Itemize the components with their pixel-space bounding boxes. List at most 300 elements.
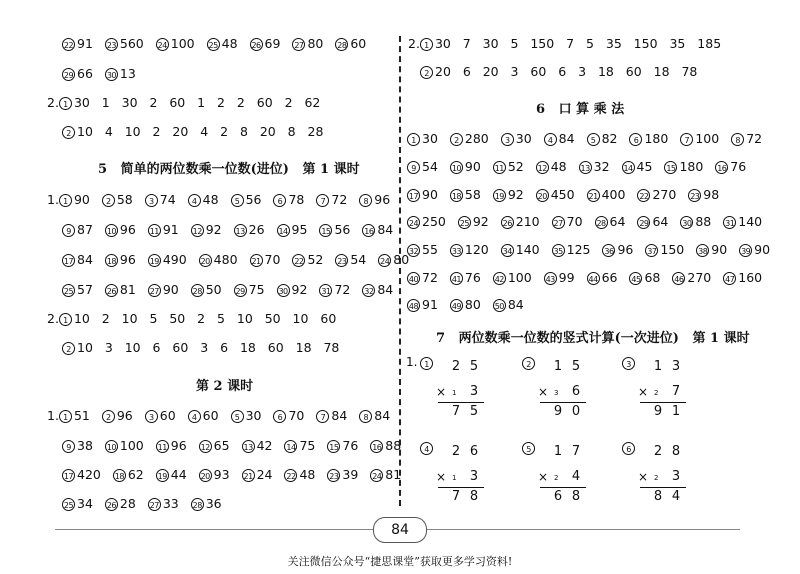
answer-item bbox=[536, 159, 567, 175]
answer-value: 68 bbox=[644, 270, 661, 285]
circled-number: 29 bbox=[637, 216, 650, 229]
answer-item bbox=[105, 66, 136, 82]
circled-number: 22 bbox=[637, 189, 650, 202]
circled-number: 11 bbox=[148, 224, 161, 237]
answer-item bbox=[335, 252, 366, 268]
circled-number: 43 bbox=[544, 272, 557, 285]
multiplicand-ones: 7 bbox=[571, 444, 581, 459]
circled-number: 34 bbox=[501, 244, 514, 257]
answer-value: 42 bbox=[256, 438, 273, 453]
answer-value: 62 bbox=[127, 467, 144, 482]
times-sign: × bbox=[538, 385, 549, 399]
circled-number: 21 bbox=[242, 469, 255, 482]
circled-number: 6 bbox=[629, 133, 642, 146]
answer-item bbox=[316, 408, 347, 424]
answer-item bbox=[407, 270, 438, 286]
section-5-title: 5 简单的两位数乘一位数(进位) 第 1 课时 bbox=[98, 162, 360, 177]
answer-value: 82 bbox=[601, 131, 618, 146]
answer-item bbox=[62, 36, 93, 52]
circled-number: 24 bbox=[156, 38, 169, 51]
answer-item bbox=[587, 187, 626, 203]
answer-value: 400 bbox=[601, 187, 626, 202]
circled-number: 5 bbox=[231, 410, 244, 423]
multiplicand-ones: 5 bbox=[469, 359, 479, 374]
result-line bbox=[540, 402, 586, 403]
answer-value: 13 bbox=[119, 66, 136, 81]
circled-number: 22 bbox=[62, 38, 75, 51]
answer-item bbox=[156, 36, 195, 52]
answer-value: 180 bbox=[644, 131, 669, 146]
circled-number: 41 bbox=[450, 272, 463, 285]
multiplication-problem bbox=[522, 355, 612, 419]
answer-item bbox=[148, 222, 179, 238]
question-number: 2. bbox=[408, 36, 420, 51]
answer-value: 270 bbox=[687, 270, 712, 285]
circled-number: 28 bbox=[191, 284, 204, 297]
answer-item bbox=[715, 159, 746, 175]
multiplier: 3 bbox=[469, 469, 479, 484]
answer-item bbox=[579, 159, 610, 175]
answer-item bbox=[148, 282, 179, 298]
answer-value: 48 bbox=[550, 159, 567, 174]
answer-value: 88 bbox=[385, 438, 402, 453]
answer-item bbox=[273, 192, 304, 208]
answer-value: 81 bbox=[119, 282, 136, 297]
multiplier: 7 bbox=[671, 384, 681, 399]
circled-number: 26 bbox=[105, 498, 118, 511]
answer-value: 120 bbox=[464, 242, 489, 257]
right-q2-row-2 bbox=[420, 64, 697, 80]
circled-number: 2 bbox=[102, 410, 115, 423]
circled-number: 30 bbox=[105, 68, 118, 81]
circled-number: 37 bbox=[645, 244, 658, 257]
answer-item bbox=[637, 187, 676, 203]
circled-number: 24 bbox=[378, 254, 391, 267]
answer-item bbox=[113, 467, 144, 483]
circled-number: 27 bbox=[552, 216, 565, 229]
answer-value: 96 bbox=[617, 242, 634, 257]
answer-value: 32 bbox=[593, 159, 610, 174]
answer-value: 48 bbox=[202, 192, 219, 207]
answer-item bbox=[199, 438, 230, 454]
answer-item bbox=[62, 66, 93, 82]
circled-number: 50 bbox=[493, 299, 506, 312]
circled-number: 42 bbox=[493, 272, 506, 285]
answer-item bbox=[156, 438, 187, 454]
answer-value: 560 bbox=[119, 36, 144, 51]
answer-item bbox=[292, 36, 323, 52]
question-number: 1. bbox=[406, 355, 418, 369]
product-tens: 6 bbox=[553, 489, 563, 504]
answer-item bbox=[102, 408, 133, 424]
answer-item bbox=[188, 192, 219, 208]
answer-value: 58 bbox=[464, 187, 481, 202]
answer-item bbox=[629, 131, 668, 147]
answer-value: 92 bbox=[291, 282, 308, 297]
answer-values: 20 6 20 3 60 6 3 18 60 18 78 bbox=[435, 64, 698, 79]
answer-item bbox=[145, 192, 176, 208]
answer-value: 36 bbox=[205, 496, 222, 511]
answer-value: 78 bbox=[288, 192, 305, 207]
answer-values: 10 3 10 6 60 3 6 18 60 18 78 bbox=[77, 340, 340, 355]
answer-value: 69 bbox=[264, 36, 281, 51]
answer-item bbox=[105, 252, 136, 268]
circled-number: 2 bbox=[62, 342, 75, 355]
answer-item bbox=[587, 270, 618, 286]
answer-item bbox=[629, 270, 660, 286]
circled-number: 26 bbox=[501, 216, 514, 229]
s5-q1-row-2 bbox=[62, 222, 405, 238]
answer-item bbox=[544, 131, 575, 147]
answer-value: 60 bbox=[202, 408, 219, 423]
circled-number: 23 bbox=[327, 469, 340, 482]
answer-item bbox=[552, 214, 583, 230]
product-tens: 7 bbox=[451, 489, 461, 504]
carry-digit: 1 bbox=[452, 389, 457, 397]
answer-item bbox=[188, 408, 219, 424]
answer-value: 50 bbox=[205, 282, 222, 297]
left-q2-row-2 bbox=[62, 124, 323, 140]
answer-value: 60 bbox=[159, 408, 176, 423]
answer-item bbox=[501, 131, 532, 147]
circled-number: 28 bbox=[595, 216, 608, 229]
answer-value: 66 bbox=[77, 66, 93, 81]
result-line bbox=[640, 402, 686, 403]
circled-number: 5 bbox=[231, 194, 244, 207]
answer-value: 65 bbox=[213, 438, 230, 453]
circled-number: 21 bbox=[250, 254, 263, 267]
answer-value: 96 bbox=[119, 222, 136, 237]
answer-item bbox=[680, 214, 711, 230]
answer-item bbox=[62, 496, 93, 512]
circled-number: 1 bbox=[407, 133, 420, 146]
circled-number: 6 bbox=[273, 410, 286, 423]
times-sign: × bbox=[638, 385, 649, 399]
answer-value: 100 bbox=[695, 131, 720, 146]
answer-value: 84 bbox=[374, 408, 391, 423]
answer-value: 34 bbox=[77, 496, 93, 511]
circled-number: 20 bbox=[199, 254, 212, 267]
answer-value: 87 bbox=[77, 222, 93, 237]
question-number: 1. bbox=[47, 192, 59, 207]
answer-value: 96 bbox=[119, 252, 136, 267]
circled-number: 22 bbox=[284, 469, 297, 482]
l2-q1-row-3 bbox=[62, 467, 413, 483]
answer-item bbox=[316, 192, 347, 208]
circled-number: 12 bbox=[191, 224, 204, 237]
circled-number: 16 bbox=[370, 440, 383, 453]
answer-value: 54 bbox=[350, 252, 367, 267]
answer-item bbox=[407, 242, 438, 258]
answer-value: 92 bbox=[205, 222, 222, 237]
answer-item bbox=[62, 252, 93, 268]
answer-value: 75 bbox=[248, 282, 265, 297]
answer-value: 90 bbox=[754, 242, 771, 257]
circled-number: 49 bbox=[450, 299, 463, 312]
answer-item bbox=[739, 242, 770, 258]
circled-number: 9 bbox=[62, 224, 75, 237]
answer-item bbox=[680, 131, 719, 147]
answer-value: 140 bbox=[515, 242, 540, 257]
answer-value: 160 bbox=[738, 270, 763, 285]
answer-item bbox=[327, 467, 358, 483]
column-divider bbox=[399, 36, 401, 506]
answer-item bbox=[544, 270, 575, 286]
multiplication-problem bbox=[622, 355, 712, 419]
answer-item bbox=[696, 242, 727, 258]
circled-number: 11 bbox=[493, 161, 506, 174]
question-number: 2. bbox=[47, 95, 59, 110]
answer-value: 76 bbox=[730, 159, 747, 174]
multiplicand-ones: 5 bbox=[571, 359, 581, 374]
circled-number: 18 bbox=[450, 189, 463, 202]
answer-item bbox=[672, 270, 711, 286]
s5-q2-row-1 bbox=[47, 311, 336, 327]
answer-value: 100 bbox=[119, 438, 144, 453]
answer-item bbox=[622, 159, 653, 175]
answer-item bbox=[723, 270, 762, 286]
answer-item bbox=[207, 36, 238, 52]
circled-number: 27 bbox=[292, 38, 305, 51]
answer-value: 80 bbox=[307, 36, 324, 51]
s5-q1-row-1 bbox=[47, 192, 402, 208]
circled-number: 25 bbox=[207, 38, 220, 51]
answer-item bbox=[359, 192, 390, 208]
answer-item bbox=[145, 408, 176, 424]
answer-item bbox=[199, 252, 238, 268]
s5-q1-row-3 bbox=[62, 252, 421, 268]
answer-item bbox=[105, 222, 136, 238]
answer-item bbox=[645, 242, 684, 258]
circled-number: 2 bbox=[450, 133, 463, 146]
circled-number: 44 bbox=[587, 272, 600, 285]
circled-number: 1 bbox=[420, 357, 433, 370]
answer-item bbox=[250, 36, 281, 52]
circled-number: 5 bbox=[587, 133, 600, 146]
answer-value: 75 bbox=[299, 438, 316, 453]
circled-number: 20 bbox=[199, 469, 212, 482]
answer-item bbox=[148, 252, 187, 268]
answer-value: 96 bbox=[374, 192, 391, 207]
answer-value: 74 bbox=[159, 192, 176, 207]
circled-number: 6 bbox=[622, 442, 635, 455]
answer-value: 88 bbox=[695, 214, 712, 229]
answer-value: 84 bbox=[77, 252, 93, 267]
circled-number: 32 bbox=[407, 244, 420, 257]
section-7-title: 7 两位数乘一位数的竖式计算(一次进位) 第 1 课时 bbox=[436, 331, 750, 346]
multiplication-problem bbox=[420, 440, 510, 504]
result-line bbox=[540, 487, 586, 488]
carry-digit: 2 bbox=[654, 474, 659, 482]
answer-item bbox=[458, 214, 489, 230]
answer-item bbox=[277, 282, 308, 298]
circled-number: 47 bbox=[723, 272, 736, 285]
circled-number: 4 bbox=[188, 410, 201, 423]
circled-number: 3 bbox=[622, 357, 635, 370]
circled-number: 30 bbox=[277, 284, 290, 297]
l2-q1-row-2 bbox=[62, 438, 413, 454]
answer-value: 24 bbox=[256, 467, 273, 482]
answer-values: 30 7 30 5 150 7 5 35 150 35 185 bbox=[434, 36, 722, 51]
answer-value: 72 bbox=[334, 282, 351, 297]
multiplier: 6 bbox=[571, 384, 581, 399]
circled-number: 7 bbox=[316, 194, 329, 207]
answer-item bbox=[587, 131, 618, 147]
answer-value: 210 bbox=[515, 214, 540, 229]
answer-value: 91 bbox=[422, 297, 438, 312]
circled-number: 1 bbox=[59, 313, 72, 326]
answer-value: 72 bbox=[422, 270, 438, 285]
carry-digit: 1 bbox=[452, 474, 457, 482]
carry-digit: 2 bbox=[554, 474, 559, 482]
answer-value: 33 bbox=[162, 496, 179, 511]
answer-item bbox=[688, 187, 719, 203]
answer-item bbox=[450, 159, 481, 175]
circled-number: 14 bbox=[622, 161, 635, 174]
left-row-2 bbox=[62, 66, 148, 82]
carry-digit: 2 bbox=[654, 389, 659, 397]
circled-number: 6 bbox=[273, 194, 286, 207]
answer-value: 38 bbox=[77, 438, 93, 453]
answer-value: 92 bbox=[507, 187, 524, 202]
answer-value: 96 bbox=[170, 438, 187, 453]
result-line bbox=[438, 487, 484, 488]
answer-item bbox=[62, 438, 93, 454]
s5-q1-row-4 bbox=[62, 282, 405, 298]
multiplicand-ones: 8 bbox=[671, 444, 681, 459]
answer-item bbox=[284, 438, 315, 454]
answer-value: 150 bbox=[660, 242, 685, 257]
answer-item bbox=[362, 222, 393, 238]
result-line bbox=[640, 487, 686, 488]
answer-value: 70 bbox=[264, 252, 281, 267]
multiplier: 4 bbox=[571, 469, 581, 484]
circled-number: 15 bbox=[664, 161, 677, 174]
product-tens: 8 bbox=[653, 489, 663, 504]
answer-value: 58 bbox=[116, 192, 133, 207]
circled-number: 29 bbox=[234, 284, 247, 297]
answer-item bbox=[148, 496, 179, 512]
s6-row-6 bbox=[407, 270, 774, 286]
circled-number: 3 bbox=[501, 133, 514, 146]
answer-value: 280 bbox=[464, 131, 489, 146]
answer-value: 140 bbox=[738, 214, 763, 229]
answer-item bbox=[370, 438, 401, 454]
answer-value: 250 bbox=[422, 214, 446, 229]
multiplicand-ones: 6 bbox=[469, 444, 479, 459]
answer-value: 81 bbox=[385, 467, 402, 482]
answer-value: 72 bbox=[746, 131, 763, 146]
answer-value: 57 bbox=[77, 282, 93, 297]
circled-number: 18 bbox=[113, 469, 126, 482]
circled-number: 19 bbox=[493, 189, 506, 202]
answer-item bbox=[370, 467, 401, 483]
circled-number: 12 bbox=[199, 440, 212, 453]
answer-values: 30 1 30 2 60 1 2 2 60 2 62 bbox=[73, 95, 321, 110]
circled-number: 17 bbox=[62, 254, 75, 267]
result-line bbox=[438, 402, 484, 403]
answer-value: 76 bbox=[464, 270, 481, 285]
circled-number: 23 bbox=[105, 38, 118, 51]
circled-number: 10 bbox=[450, 161, 463, 174]
multiplicand-tens: 1 bbox=[653, 359, 663, 374]
answer-value: 84 bbox=[377, 282, 394, 297]
answer-item bbox=[595, 214, 626, 230]
answer-item bbox=[191, 222, 222, 238]
answer-item bbox=[242, 438, 273, 454]
product-tens: 9 bbox=[653, 404, 663, 419]
answer-item bbox=[731, 131, 762, 147]
product-ones: 1 bbox=[671, 404, 681, 419]
answer-item bbox=[102, 192, 133, 208]
circled-number: 11 bbox=[156, 440, 169, 453]
answer-value: 72 bbox=[331, 192, 348, 207]
circled-number: 2 bbox=[62, 126, 75, 139]
s6-row-4 bbox=[407, 214, 774, 230]
circled-number: 7 bbox=[316, 410, 329, 423]
answer-value: 96 bbox=[116, 408, 133, 423]
product-tens: 9 bbox=[553, 404, 563, 419]
answer-value: 90 bbox=[422, 187, 438, 202]
answer-value: 70 bbox=[566, 214, 583, 229]
answer-value: 39 bbox=[342, 467, 359, 482]
answer-item bbox=[191, 496, 222, 512]
answer-item bbox=[723, 214, 762, 230]
answer-value: 52 bbox=[507, 159, 524, 174]
answer-value: 100 bbox=[507, 270, 532, 285]
answer-item bbox=[664, 159, 703, 175]
circled-number: 36 bbox=[602, 244, 615, 257]
circled-number: 3 bbox=[145, 194, 158, 207]
product-ones: 8 bbox=[571, 489, 581, 504]
answer-value: 100 bbox=[170, 36, 195, 51]
circled-number: 2 bbox=[102, 194, 115, 207]
answer-item bbox=[250, 252, 281, 268]
answer-item bbox=[191, 282, 222, 298]
circled-number: 1 bbox=[420, 38, 433, 51]
product-ones: 4 bbox=[671, 489, 681, 504]
s6-row-7 bbox=[407, 297, 536, 313]
answer-item bbox=[501, 214, 540, 230]
answer-item bbox=[105, 438, 144, 454]
answer-value: 48 bbox=[221, 36, 238, 51]
circled-number: 26 bbox=[250, 38, 263, 51]
multiplication-problem bbox=[406, 355, 510, 419]
circled-number: 15 bbox=[319, 224, 332, 237]
circled-number: 39 bbox=[739, 244, 752, 257]
times-sign: × bbox=[538, 470, 549, 484]
answer-value: 30 bbox=[245, 408, 262, 423]
circled-number: 15 bbox=[327, 440, 340, 453]
page-number: 84 bbox=[373, 517, 427, 543]
question-number: 1. bbox=[47, 408, 59, 423]
answer-value: 30 bbox=[515, 131, 532, 146]
multiplicand-tens: 1 bbox=[553, 444, 563, 459]
product-ones: 5 bbox=[469, 404, 479, 419]
circled-number: 16 bbox=[715, 161, 728, 174]
circled-number: 31 bbox=[319, 284, 332, 297]
answer-value: 26 bbox=[248, 222, 265, 237]
answer-item bbox=[450, 187, 481, 203]
answer-values: 10 4 10 2 20 4 2 8 20 8 28 bbox=[77, 124, 324, 139]
answer-item bbox=[327, 438, 358, 454]
answer-item bbox=[284, 467, 315, 483]
answer-item bbox=[450, 270, 481, 286]
question-number: 2. bbox=[47, 311, 59, 326]
circled-number: 14 bbox=[277, 224, 290, 237]
product-tens: 7 bbox=[451, 404, 461, 419]
footer-note: 关注微信公众号“捷思课堂”获取更多学习资料! bbox=[287, 555, 513, 568]
